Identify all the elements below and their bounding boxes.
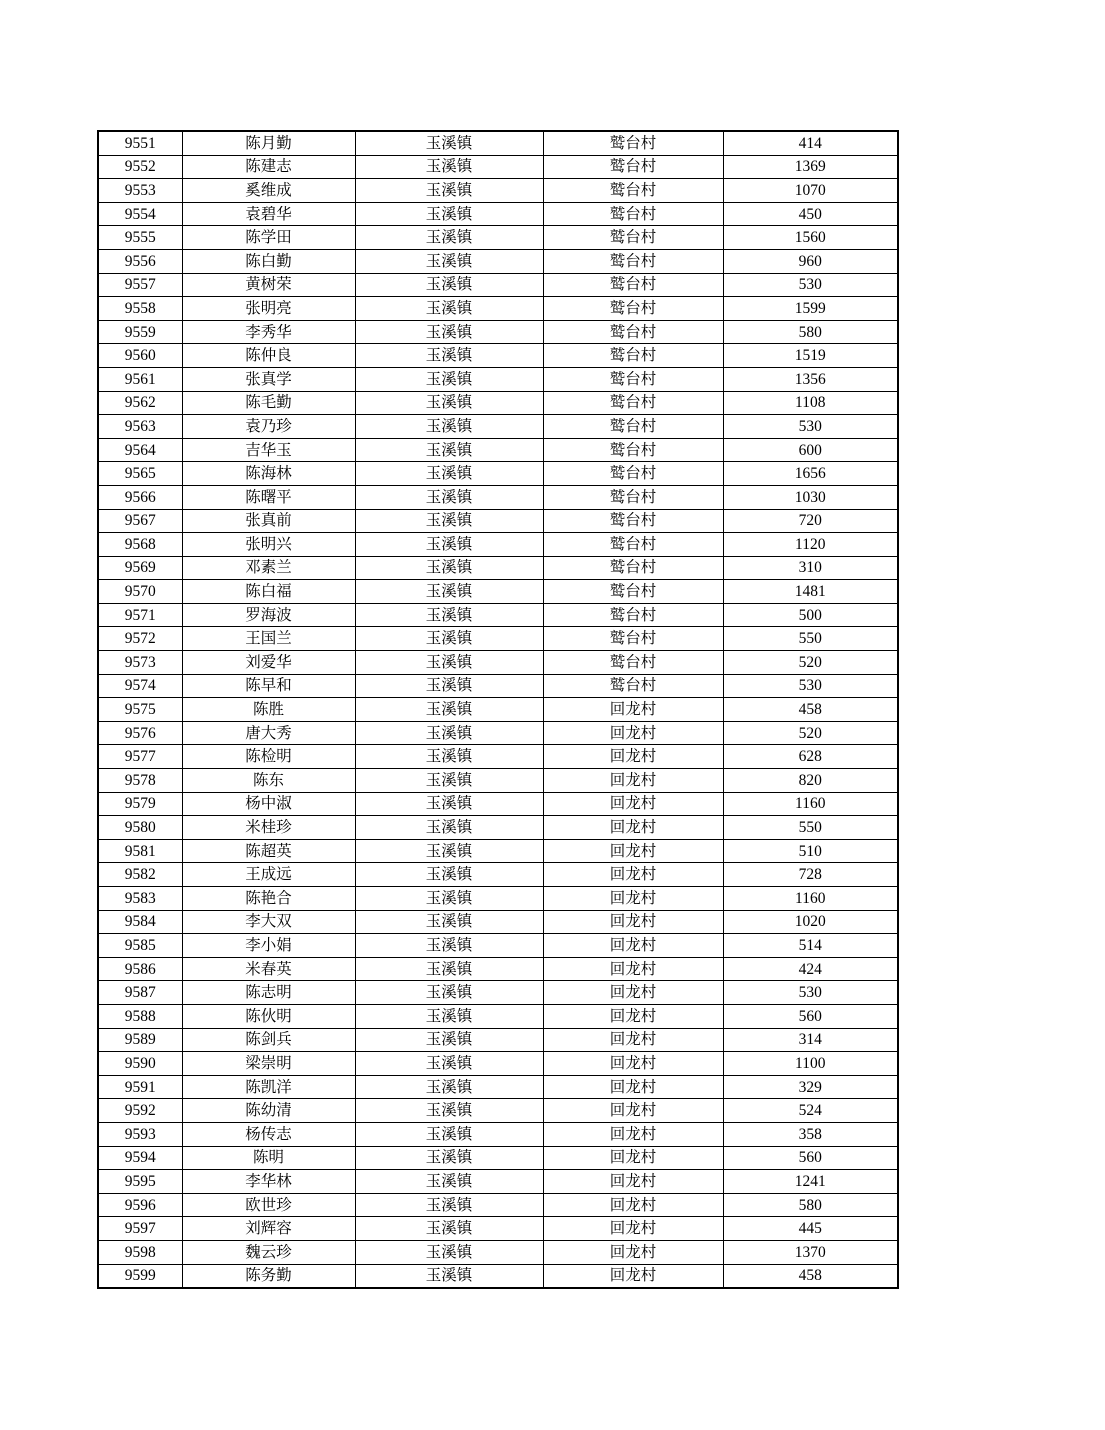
cell-person-name: 李秀华 [182,320,355,344]
cell-village: 鹫台村 [543,556,723,580]
cell-person-name: 陈毛勤 [182,391,355,415]
table-row [98,1170,898,1194]
cell-town: 玉溪镇 [355,721,543,745]
cell-serial-number: 9596 [98,1193,182,1217]
cell-amount: 530 [723,674,898,698]
cell-village: 鹫台村 [543,344,723,368]
cell-serial-number: 9556 [98,249,182,273]
cell-amount: 1519 [723,344,898,368]
cell-town: 玉溪镇 [355,1122,543,1146]
cell-serial-number: 9554 [98,202,182,226]
cell-town: 玉溪镇 [355,131,543,155]
cell-town: 玉溪镇 [355,1004,543,1028]
cell-serial-number: 9580 [98,816,182,840]
cell-town: 玉溪镇 [355,698,543,722]
cell-village: 鹫台村 [543,603,723,627]
cell-town: 玉溪镇 [355,957,543,981]
table-row [98,1004,898,1028]
cell-village: 回龙村 [543,1122,723,1146]
cell-town: 玉溪镇 [355,155,543,179]
cell-serial-number: 9577 [98,745,182,769]
cell-amount: 424 [723,957,898,981]
table-row [98,1146,898,1170]
cell-person-name: 陈务勤 [182,1264,355,1288]
cell-serial-number: 9558 [98,297,182,321]
cell-village: 回龙村 [543,1264,723,1288]
cell-serial-number: 9567 [98,509,182,533]
cell-amount: 550 [723,816,898,840]
cell-amount: 1481 [723,580,898,604]
table-row [98,580,898,604]
cell-person-name: 吉华玉 [182,438,355,462]
cell-person-name: 奚维成 [182,179,355,203]
cell-amount: 520 [723,651,898,675]
cell-amount: 580 [723,1193,898,1217]
cell-village: 回龙村 [543,1170,723,1194]
table-row [98,792,898,816]
cell-village: 鹫台村 [543,533,723,557]
cell-person-name: 袁乃珍 [182,415,355,439]
cell-serial-number: 9582 [98,863,182,887]
cell-town: 玉溪镇 [355,533,543,557]
cell-person-name: 陈月勤 [182,131,355,155]
cell-amount: 329 [723,1075,898,1099]
cell-town: 玉溪镇 [355,226,543,250]
cell-amount: 414 [723,131,898,155]
cell-person-name: 陈仲良 [182,344,355,368]
cell-amount: 1160 [723,792,898,816]
cell-village: 回龙村 [543,816,723,840]
cell-village: 回龙村 [543,839,723,863]
cell-serial-number: 9593 [98,1122,182,1146]
cell-person-name: 张明兴 [182,533,355,557]
cell-village: 回龙村 [543,1004,723,1028]
cell-village: 鹫台村 [543,391,723,415]
table-row [98,297,898,321]
cell-serial-number: 9553 [98,179,182,203]
cell-person-name: 魏云珍 [182,1240,355,1264]
cell-amount: 458 [723,1264,898,1288]
cell-amount: 560 [723,1146,898,1170]
cell-town: 玉溪镇 [355,462,543,486]
cell-person-name: 王国兰 [182,627,355,651]
table-row [98,462,898,486]
cell-town: 玉溪镇 [355,745,543,769]
table-row [98,887,898,911]
cell-town: 玉溪镇 [355,1217,543,1241]
cell-town: 玉溪镇 [355,981,543,1005]
cell-serial-number: 9557 [98,273,182,297]
cell-person-name: 陈学田 [182,226,355,250]
cell-serial-number: 9584 [98,910,182,934]
cell-town: 玉溪镇 [355,438,543,462]
cell-serial-number: 9587 [98,981,182,1005]
cell-amount: 530 [723,273,898,297]
cell-amount: 1369 [723,155,898,179]
cell-person-name: 陈凯洋 [182,1075,355,1099]
cell-village: 回龙村 [543,1240,723,1264]
cell-amount: 530 [723,981,898,1005]
cell-serial-number: 9569 [98,556,182,580]
cell-village: 鹫台村 [543,249,723,273]
cell-person-name: 王成远 [182,863,355,887]
cell-person-name: 陈明 [182,1146,355,1170]
cell-village: 鹫台村 [543,320,723,344]
cell-serial-number: 9565 [98,462,182,486]
table-row [98,485,898,509]
cell-town: 玉溪镇 [355,580,543,604]
cell-person-name: 陈超英 [182,839,355,863]
cell-amount: 520 [723,721,898,745]
cell-amount: 550 [723,627,898,651]
cell-town: 玉溪镇 [355,179,543,203]
cell-person-name: 杨传志 [182,1122,355,1146]
cell-person-name: 袁碧华 [182,202,355,226]
cell-town: 玉溪镇 [355,391,543,415]
table-row [98,674,898,698]
cell-person-name: 陈东 [182,769,355,793]
cell-serial-number: 9551 [98,131,182,155]
cell-person-name: 张真前 [182,509,355,533]
table-row [98,863,898,887]
table-row [98,415,898,439]
cell-town: 玉溪镇 [355,344,543,368]
cell-town: 玉溪镇 [355,603,543,627]
cell-person-name: 黄树荣 [182,273,355,297]
cell-person-name: 欧世珍 [182,1193,355,1217]
cell-town: 玉溪镇 [355,556,543,580]
cell-town: 玉溪镇 [355,320,543,344]
cell-person-name: 陈幼清 [182,1099,355,1123]
cell-person-name: 罗海波 [182,603,355,627]
cell-village: 鹫台村 [543,273,723,297]
cell-town: 玉溪镇 [355,839,543,863]
cell-amount: 1656 [723,462,898,486]
cell-person-name: 陈海林 [182,462,355,486]
table-row [98,556,898,580]
cell-village: 鹫台村 [543,509,723,533]
roster-table-body [98,131,898,1288]
cell-village: 鹫台村 [543,226,723,250]
cell-village: 鹫台村 [543,297,723,321]
cell-town: 玉溪镇 [355,273,543,297]
table-row [98,131,898,155]
cell-amount: 1356 [723,367,898,391]
cell-amount: 514 [723,934,898,958]
cell-town: 玉溪镇 [355,415,543,439]
cell-serial-number: 9578 [98,769,182,793]
cell-person-name: 陈胜 [182,698,355,722]
cell-serial-number: 9570 [98,580,182,604]
cell-serial-number: 9585 [98,934,182,958]
table-row [98,1240,898,1264]
cell-serial-number: 9588 [98,1004,182,1028]
cell-amount: 445 [723,1217,898,1241]
cell-person-name: 陈建志 [182,155,355,179]
cell-town: 玉溪镇 [355,769,543,793]
cell-person-name: 李小娟 [182,934,355,958]
table-row [98,816,898,840]
table-row [98,957,898,981]
cell-amount: 1020 [723,910,898,934]
table-row [98,981,898,1005]
cell-serial-number: 9563 [98,415,182,439]
cell-village: 鹫台村 [543,202,723,226]
cell-person-name: 杨中淑 [182,792,355,816]
cell-person-name: 邓素兰 [182,556,355,580]
cell-person-name: 陈艳合 [182,887,355,911]
cell-serial-number: 9572 [98,627,182,651]
table-row [98,1217,898,1241]
cell-village: 回龙村 [543,698,723,722]
table-row [98,249,898,273]
table-row [98,367,898,391]
cell-town: 玉溪镇 [355,1240,543,1264]
cell-serial-number: 9598 [98,1240,182,1264]
cell-amount: 1241 [723,1170,898,1194]
cell-amount: 1160 [723,887,898,911]
table-row [98,651,898,675]
cell-serial-number: 9586 [98,957,182,981]
cell-town: 玉溪镇 [355,1052,543,1076]
cell-town: 玉溪镇 [355,1075,543,1099]
cell-amount: 524 [723,1099,898,1123]
table-row [98,934,898,958]
cell-serial-number: 9561 [98,367,182,391]
cell-serial-number: 9559 [98,320,182,344]
cell-village: 回龙村 [543,792,723,816]
cell-amount: 1070 [723,179,898,203]
cell-amount: 500 [723,603,898,627]
cell-serial-number: 9574 [98,674,182,698]
cell-serial-number: 9594 [98,1146,182,1170]
cell-person-name: 陈剑兵 [182,1028,355,1052]
cell-amount: 960 [723,249,898,273]
table-row [98,179,898,203]
cell-person-name: 张明亮 [182,297,355,321]
cell-amount: 310 [723,556,898,580]
cell-serial-number: 9568 [98,533,182,557]
cell-serial-number: 9562 [98,391,182,415]
cell-village: 回龙村 [543,769,723,793]
cell-village: 回龙村 [543,721,723,745]
cell-town: 玉溪镇 [355,1146,543,1170]
table-row [98,721,898,745]
cell-serial-number: 9589 [98,1028,182,1052]
cell-amount: 1100 [723,1052,898,1076]
cell-amount: 510 [723,839,898,863]
cell-amount: 1599 [723,297,898,321]
cell-serial-number: 9590 [98,1052,182,1076]
cell-amount: 530 [723,415,898,439]
cell-person-name: 陈检明 [182,745,355,769]
cell-village: 回龙村 [543,1052,723,1076]
cell-serial-number: 9576 [98,721,182,745]
cell-village: 回龙村 [543,1193,723,1217]
cell-amount: 450 [723,202,898,226]
cell-town: 玉溪镇 [355,249,543,273]
cell-person-name: 陈志明 [182,981,355,1005]
cell-amount: 580 [723,320,898,344]
cell-serial-number: 9595 [98,1170,182,1194]
table-row [98,344,898,368]
cell-serial-number: 9579 [98,792,182,816]
cell-town: 玉溪镇 [355,651,543,675]
table-row [98,391,898,415]
cell-serial-number: 9599 [98,1264,182,1288]
cell-serial-number: 9552 [98,155,182,179]
cell-amount: 728 [723,863,898,887]
cell-village: 回龙村 [543,910,723,934]
table-row [98,226,898,250]
cell-town: 玉溪镇 [355,202,543,226]
cell-person-name: 米桂珍 [182,816,355,840]
cell-serial-number: 9575 [98,698,182,722]
cell-village: 回龙村 [543,934,723,958]
cell-amount: 1370 [723,1240,898,1264]
table-row [98,769,898,793]
cell-village: 鹫台村 [543,462,723,486]
cell-village: 鹫台村 [543,131,723,155]
cell-serial-number: 9560 [98,344,182,368]
cell-town: 玉溪镇 [355,1193,543,1217]
cell-amount: 820 [723,769,898,793]
cell-village: 回龙村 [543,957,723,981]
table-row [98,1075,898,1099]
cell-serial-number: 9564 [98,438,182,462]
cell-person-name: 陈伙明 [182,1004,355,1028]
cell-town: 玉溪镇 [355,485,543,509]
cell-amount: 314 [723,1028,898,1052]
table-row [98,509,898,533]
cell-amount: 720 [723,509,898,533]
cell-town: 玉溪镇 [355,792,543,816]
table-row [98,910,898,934]
cell-town: 玉溪镇 [355,816,543,840]
cell-amount: 1560 [723,226,898,250]
cell-serial-number: 9592 [98,1099,182,1123]
cell-village: 回龙村 [543,887,723,911]
table-row [98,698,898,722]
cell-town: 玉溪镇 [355,297,543,321]
cell-village: 回龙村 [543,1075,723,1099]
cell-person-name: 李大双 [182,910,355,934]
cell-person-name: 陈曙平 [182,485,355,509]
cell-person-name: 刘爱华 [182,651,355,675]
cell-serial-number: 9597 [98,1217,182,1241]
cell-amount: 1108 [723,391,898,415]
cell-village: 鹫台村 [543,438,723,462]
cell-serial-number: 9573 [98,651,182,675]
cell-amount: 1120 [723,533,898,557]
table-row [98,202,898,226]
table-row [98,1193,898,1217]
cell-person-name: 李华林 [182,1170,355,1194]
table-row [98,627,898,651]
cell-town: 玉溪镇 [355,1170,543,1194]
cell-serial-number: 9571 [98,603,182,627]
table-row [98,320,898,344]
cell-village: 鹫台村 [543,367,723,391]
cell-person-name: 陈早和 [182,674,355,698]
cell-amount: 600 [723,438,898,462]
cell-village: 回龙村 [543,1028,723,1052]
table-row [98,839,898,863]
table-row [98,533,898,557]
table-row [98,1028,898,1052]
table-row [98,1052,898,1076]
cell-village: 鹫台村 [543,651,723,675]
cell-village: 鹫台村 [543,580,723,604]
cell-amount: 458 [723,698,898,722]
cell-serial-number: 9583 [98,887,182,911]
cell-village: 回龙村 [543,863,723,887]
table-row [98,438,898,462]
cell-person-name: 陈白勤 [182,249,355,273]
cell-town: 玉溪镇 [355,887,543,911]
cell-person-name: 米春英 [182,957,355,981]
cell-town: 玉溪镇 [355,674,543,698]
cell-amount: 560 [723,1004,898,1028]
cell-village: 鹫台村 [543,179,723,203]
cell-town: 玉溪镇 [355,367,543,391]
cell-amount: 628 [723,745,898,769]
cell-village: 鹫台村 [543,415,723,439]
cell-serial-number: 9555 [98,226,182,250]
cell-amount: 1030 [723,485,898,509]
cell-village: 鹫台村 [543,674,723,698]
cell-person-name: 刘辉容 [182,1217,355,1241]
cell-town: 玉溪镇 [355,1264,543,1288]
cell-village: 鹫台村 [543,155,723,179]
roster-table [97,130,899,1289]
cell-village: 回龙村 [543,981,723,1005]
cell-town: 玉溪镇 [355,509,543,533]
cell-town: 玉溪镇 [355,1099,543,1123]
cell-person-name: 陈白福 [182,580,355,604]
cell-serial-number: 9581 [98,839,182,863]
cell-serial-number: 9591 [98,1075,182,1099]
cell-amount: 358 [723,1122,898,1146]
table-row [98,603,898,627]
cell-town: 玉溪镇 [355,863,543,887]
table-row [98,273,898,297]
cell-village: 鹫台村 [543,627,723,651]
cell-town: 玉溪镇 [355,627,543,651]
cell-serial-number: 9566 [98,485,182,509]
cell-village: 鹫台村 [543,485,723,509]
table-row [98,155,898,179]
table-row [98,1122,898,1146]
table-row [98,745,898,769]
table-row [98,1099,898,1123]
cell-village: 回龙村 [543,1099,723,1123]
cell-village: 回龙村 [543,1146,723,1170]
cell-person-name: 梁崇明 [182,1052,355,1076]
cell-person-name: 唐大秀 [182,721,355,745]
cell-town: 玉溪镇 [355,934,543,958]
cell-person-name: 张真学 [182,367,355,391]
cell-town: 玉溪镇 [355,1028,543,1052]
cell-town: 玉溪镇 [355,910,543,934]
cell-village: 回龙村 [543,1217,723,1241]
cell-village: 回龙村 [543,745,723,769]
table-row [98,1264,898,1288]
